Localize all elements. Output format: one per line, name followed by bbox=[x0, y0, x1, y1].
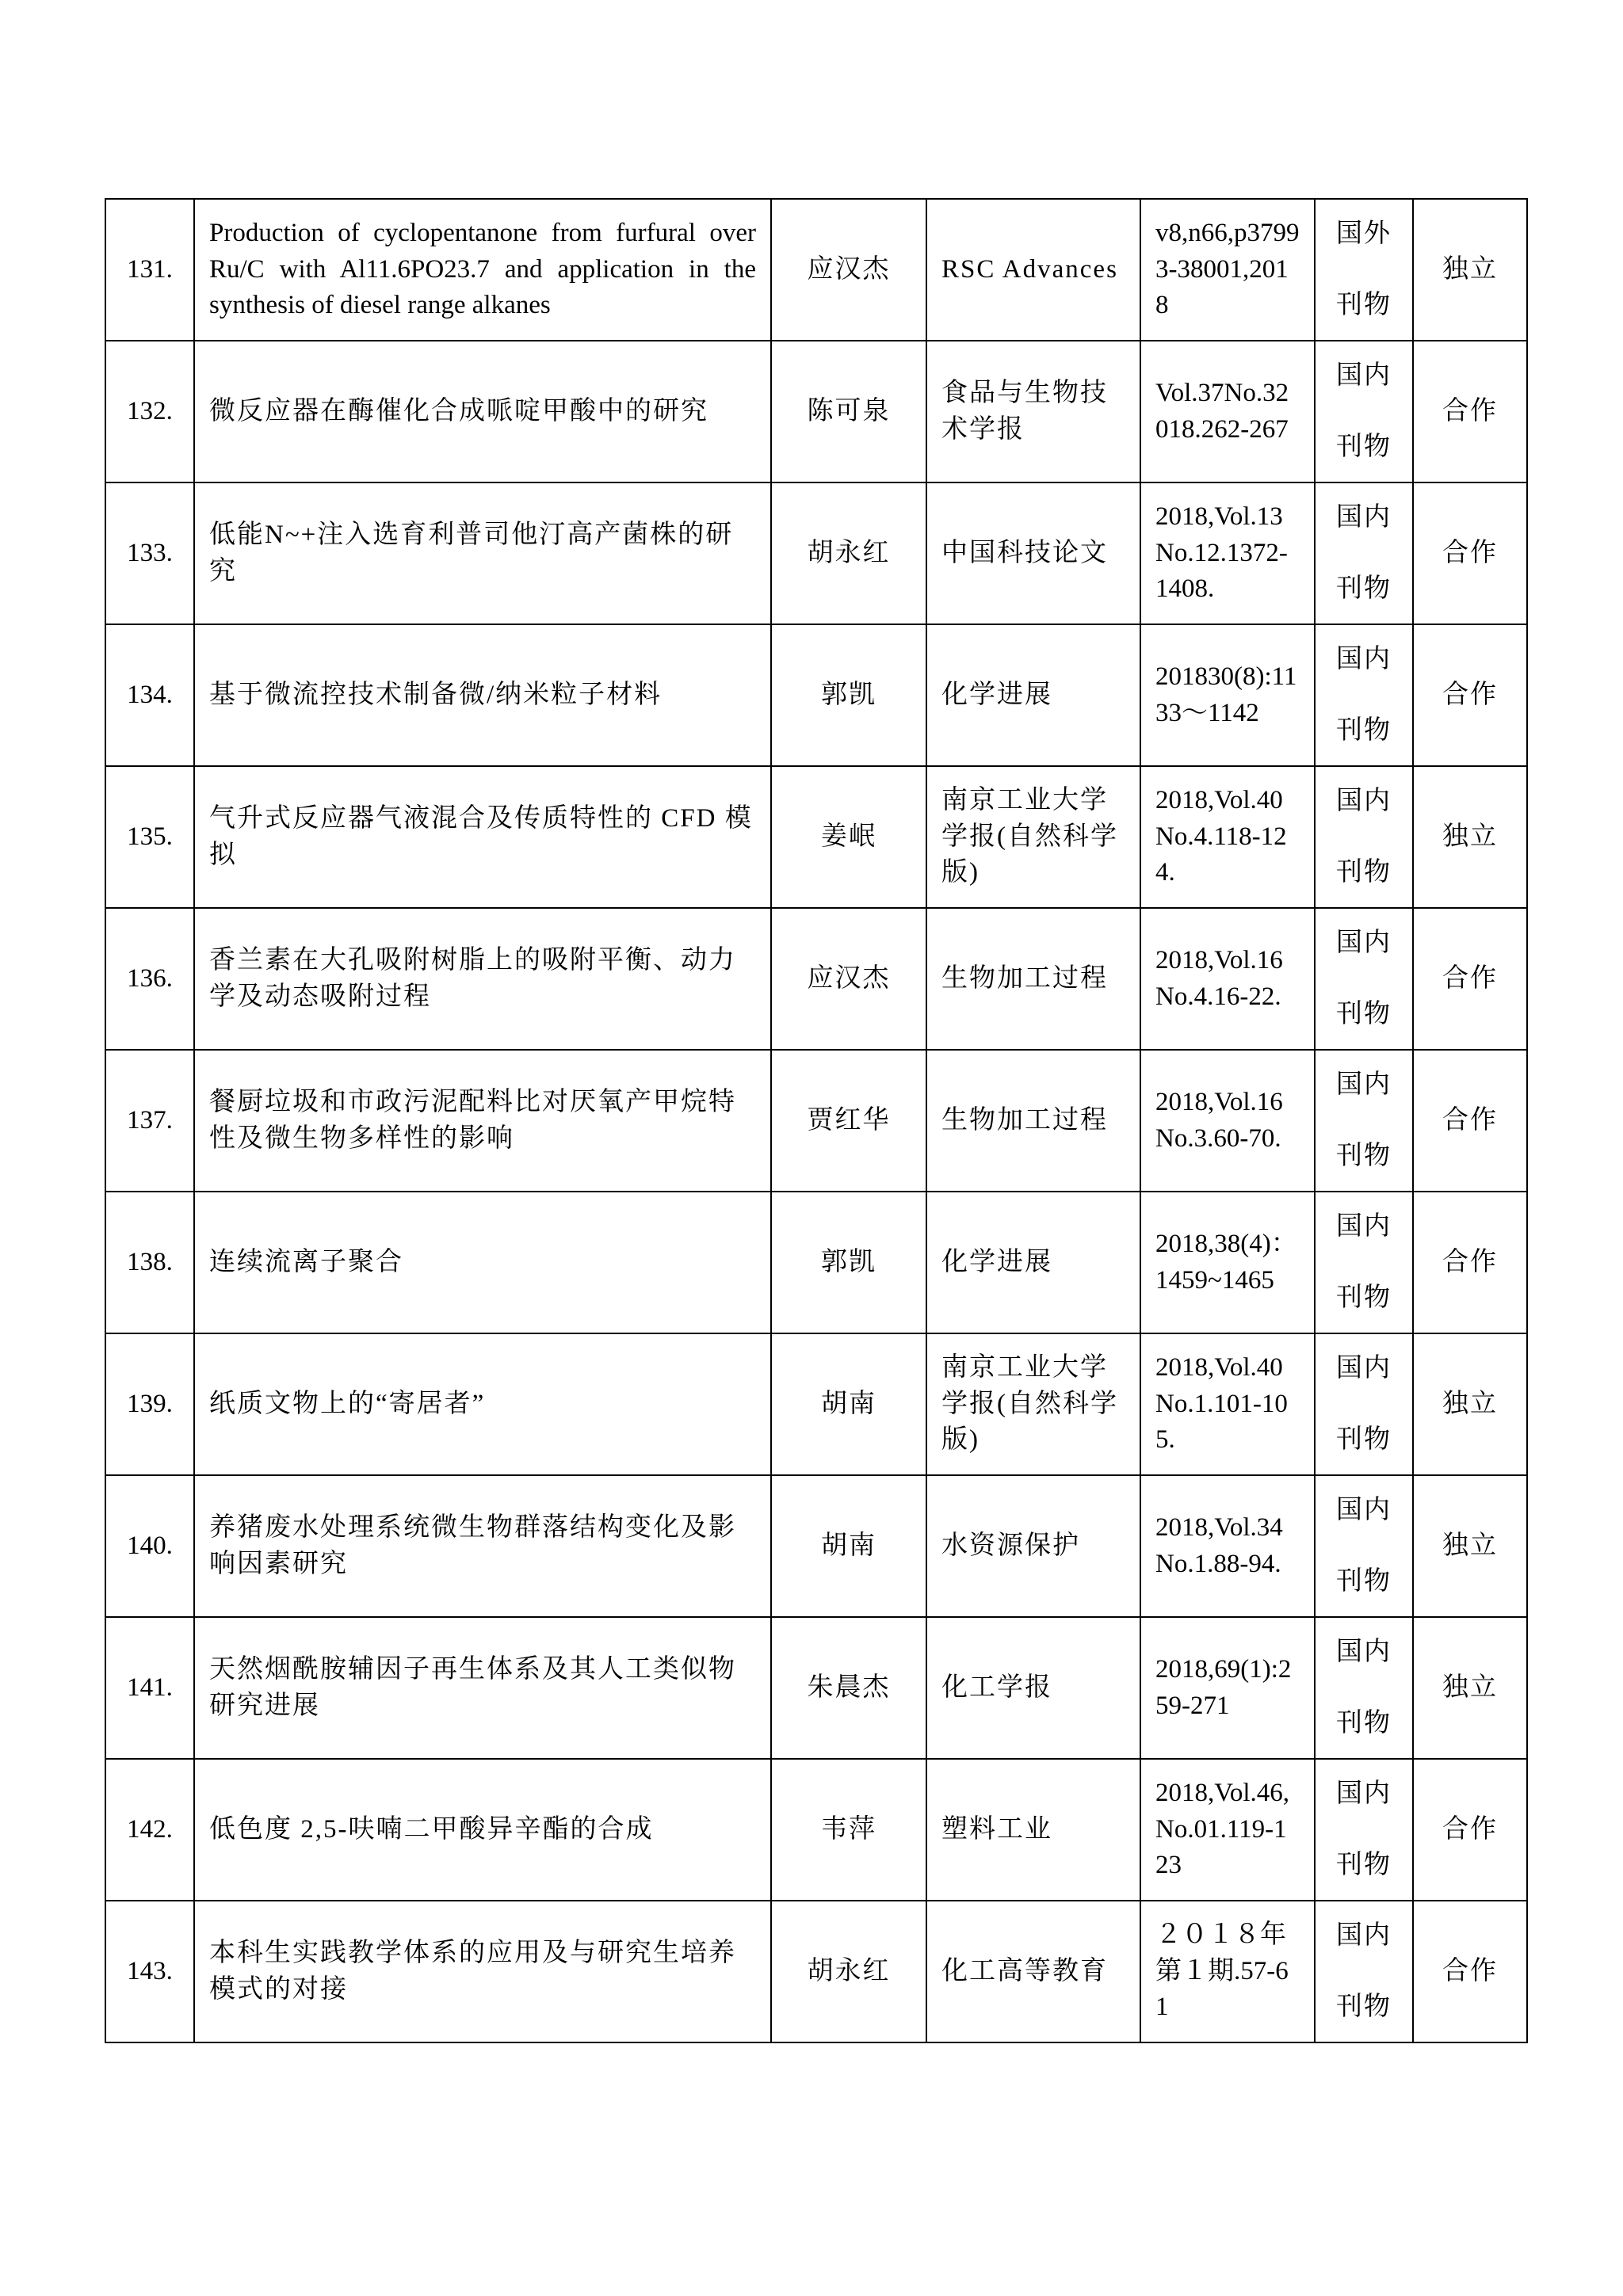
authorship-mode-cell: 独立 bbox=[1413, 1333, 1527, 1475]
journal-cell: 化学进展 bbox=[926, 624, 1140, 766]
category-type-label: 刊物 bbox=[1336, 1992, 1392, 2021]
journal-cell: 化工高等教育 bbox=[926, 1901, 1140, 2042]
table-row bbox=[105, 624, 1527, 766]
publication-table-body bbox=[105, 199, 1527, 2042]
authorship-mode-cell: 独立 bbox=[1413, 766, 1527, 908]
journal-category-cell bbox=[1315, 908, 1413, 1050]
paper-title: 低能N~+注入选育利普司他汀高产菌株的研究 bbox=[209, 520, 734, 585]
paper-title: 气升式反应器气液混合及传质特性的 CFD 模拟 bbox=[209, 803, 753, 869]
category-type-label: 刊物 bbox=[1336, 1283, 1392, 1312]
category-type-label: 刊物 bbox=[1336, 1850, 1392, 1879]
category-type-label: 刊物 bbox=[1336, 432, 1392, 461]
journal-category-cell bbox=[1315, 199, 1413, 341]
volume-pages-cell: 2018,Vol.46,No.01.119-123 bbox=[1140, 1759, 1315, 1901]
authorship-mode-cell: 合作 bbox=[1413, 1192, 1527, 1333]
category-type-label: 刊物 bbox=[1336, 715, 1392, 745]
journal-cell: 塑料工业 bbox=[926, 1759, 1140, 1901]
row-number-cell: 141. bbox=[105, 1617, 194, 1759]
paper-title: 本科生实践教学体系的应用及与研究生培养模式的对接 bbox=[209, 1938, 736, 2004]
paper-title-cell bbox=[194, 908, 771, 1050]
paper-title-cell bbox=[194, 1901, 771, 2042]
author-cell: 韦萍 bbox=[771, 1759, 926, 1901]
row-number-cell: 133. bbox=[105, 482, 194, 624]
paper-title-cell bbox=[194, 1192, 771, 1333]
volume-pages-cell: 2018,Vol.34No.1.88-94. bbox=[1140, 1475, 1315, 1617]
journal-cell: 生物加工过程 bbox=[926, 908, 1140, 1050]
journal-category-cell bbox=[1315, 1617, 1413, 1759]
category-region-label: 国内 bbox=[1336, 1353, 1392, 1383]
category-type-label: 刊物 bbox=[1336, 574, 1392, 603]
journal-cell: 南京工业大学学报(自然科学版) bbox=[926, 1333, 1140, 1475]
table-row bbox=[105, 1475, 1527, 1617]
row-number-cell: 140. bbox=[105, 1475, 194, 1617]
category-type-label: 刊物 bbox=[1336, 1566, 1392, 1596]
journal-category-cell bbox=[1315, 1901, 1413, 2042]
author-cell: 郭凯 bbox=[771, 624, 926, 766]
paper-title-cell bbox=[194, 624, 771, 766]
category-region-label: 国内 bbox=[1336, 786, 1392, 815]
paper-title-cell bbox=[194, 1759, 771, 1901]
volume-pages-cell: 2018,Vol.16No.4.16-22. bbox=[1140, 908, 1315, 1050]
authorship-mode-cell: 合作 bbox=[1413, 482, 1527, 624]
table-row bbox=[105, 1617, 1527, 1759]
publication-table bbox=[105, 198, 1528, 2043]
paper-title: 微反应器在酶催化合成哌啶甲酸中的研究 bbox=[209, 396, 708, 425]
journal-cell: 化学进展 bbox=[926, 1192, 1140, 1333]
journal-cell: 生物加工过程 bbox=[926, 1050, 1140, 1192]
paper-title-cell bbox=[194, 766, 771, 908]
table-row bbox=[105, 766, 1527, 908]
authorship-mode-cell: 独立 bbox=[1413, 1475, 1527, 1617]
authorship-mode-cell: 合作 bbox=[1413, 624, 1527, 766]
paper-title-cell bbox=[194, 1617, 771, 1759]
category-type-label: 刊物 bbox=[1336, 857, 1392, 887]
table-row bbox=[105, 1901, 1527, 2042]
authorship-mode-cell: 合作 bbox=[1413, 908, 1527, 1050]
paper-title: 养猪废水处理系统微生物群落结构变化及影响因素研究 bbox=[209, 1512, 736, 1578]
paper-title-cell bbox=[194, 482, 771, 624]
volume-pages-cell: 2018,Vol.40No.4.118-124. bbox=[1140, 766, 1315, 908]
category-region-label: 国内 bbox=[1336, 644, 1392, 673]
volume-pages-cell: v8,n66,p37993-38001,2018 bbox=[1140, 199, 1315, 341]
journal-category-cell bbox=[1315, 1759, 1413, 1901]
table-row bbox=[105, 1759, 1527, 1901]
authorship-mode-cell: 独立 bbox=[1413, 199, 1527, 341]
category-type-label: 刊物 bbox=[1336, 1708, 1392, 1737]
author-cell: 胡南 bbox=[771, 1475, 926, 1617]
journal-category-cell bbox=[1315, 482, 1413, 624]
author-cell: 应汉杰 bbox=[771, 199, 926, 341]
row-number-cell: 139. bbox=[105, 1333, 194, 1475]
journal-cell: 化工学报 bbox=[926, 1617, 1140, 1759]
row-number-cell: 131. bbox=[105, 199, 194, 341]
journal-category-cell bbox=[1315, 1333, 1413, 1475]
volume-pages-cell: 2018,Vol.40No.1.101-105. bbox=[1140, 1333, 1315, 1475]
author-cell: 胡永红 bbox=[771, 482, 926, 624]
paper-title-cell bbox=[194, 1050, 771, 1192]
table-row bbox=[105, 908, 1527, 1050]
category-region-label: 国内 bbox=[1336, 928, 1392, 957]
paper-title-cell bbox=[194, 1475, 771, 1617]
journal-cell: 南京工业大学学报(自然科学版) bbox=[926, 766, 1140, 908]
journal-category-cell bbox=[1315, 1050, 1413, 1192]
author-cell: 贾红华 bbox=[771, 1050, 926, 1192]
category-region-label: 国内 bbox=[1336, 1211, 1392, 1241]
journal-category-cell bbox=[1315, 766, 1413, 908]
paper-title-cell bbox=[194, 1333, 771, 1475]
authorship-mode-cell: 合作 bbox=[1413, 1050, 1527, 1192]
category-type-label: 刊物 bbox=[1336, 1141, 1392, 1170]
volume-pages-cell: 2018,Vol.16No.3.60-70. bbox=[1140, 1050, 1315, 1192]
row-number-cell: 134. bbox=[105, 624, 194, 766]
paper-title: Production of cyclopentanone from furfural over Ru/C with Al11.6PO23.7 and application in the synthesis of diesel range alkanes bbox=[209, 219, 756, 320]
table-row bbox=[105, 482, 1527, 624]
row-number-cell: 132. bbox=[105, 341, 194, 482]
journal-category-cell bbox=[1315, 1192, 1413, 1333]
paper-title-cell bbox=[194, 199, 771, 341]
journal-cell: RSC Advances bbox=[926, 199, 1140, 341]
row-number-cell: 142. bbox=[105, 1759, 194, 1901]
volume-pages-cell: 2018,69(1):259-271 bbox=[1140, 1617, 1315, 1759]
table-row bbox=[105, 1333, 1527, 1475]
author-cell: 姜岷 bbox=[771, 766, 926, 908]
category-region-label: 国内 bbox=[1336, 1779, 1392, 1808]
author-cell: 应汉杰 bbox=[771, 908, 926, 1050]
journal-cell: 中国科技论文 bbox=[926, 482, 1140, 624]
paper-title: 连续流离子聚合 bbox=[209, 1247, 403, 1276]
category-region-label: 国内 bbox=[1336, 1637, 1392, 1666]
paper-title: 餐厨垃圾和市政污泥配料比对厌氧产甲烷特性及微生物多样性的影响 bbox=[209, 1087, 736, 1153]
author-cell: 胡永红 bbox=[771, 1901, 926, 2042]
category-region-label: 国内 bbox=[1336, 502, 1392, 532]
journal-cell: 食品与生物技术学报 bbox=[926, 341, 1140, 482]
authorship-mode-cell: 合作 bbox=[1413, 1759, 1527, 1901]
journal-category-cell bbox=[1315, 1475, 1413, 1617]
paper-title-cell bbox=[194, 341, 771, 482]
volume-pages-cell: ２０１８年第１期.57-61 bbox=[1140, 1901, 1315, 2042]
paper-title: 天然烟酰胺辅因子再生体系及其人工类似物研究进展 bbox=[209, 1654, 736, 1720]
journal-category-cell bbox=[1315, 341, 1413, 482]
authorship-mode-cell: 合作 bbox=[1413, 1901, 1527, 2042]
category-region-label: 国外 bbox=[1336, 219, 1392, 248]
volume-pages-cell: 2018,Vol.13No.12.1372-1408. bbox=[1140, 482, 1315, 624]
table-row bbox=[105, 1192, 1527, 1333]
category-type-label: 刊物 bbox=[1336, 1425, 1392, 1454]
category-type-label: 刊物 bbox=[1336, 999, 1392, 1028]
paper-title: 低色度 2,5-呋喃二甲酸异辛酯的合成 bbox=[209, 1814, 654, 1844]
table-row bbox=[105, 199, 1527, 341]
author-cell: 胡南 bbox=[771, 1333, 926, 1475]
paper-title: 纸质文物上的“寄居者” bbox=[209, 1389, 486, 1418]
category-type-label: 刊物 bbox=[1336, 290, 1392, 319]
row-number-cell: 138. bbox=[105, 1192, 194, 1333]
paper-title: 香兰素在大孔吸附树脂上的吸附平衡、动力学及动态吸附过程 bbox=[209, 945, 736, 1011]
volume-pages-cell: 2018,38(4)：1459~1465 bbox=[1140, 1192, 1315, 1333]
category-region-label: 国内 bbox=[1336, 360, 1392, 390]
journal-cell: 水资源保护 bbox=[926, 1475, 1140, 1617]
category-region-label: 国内 bbox=[1336, 1070, 1392, 1099]
volume-pages-cell: 201830(8):1133～1142 bbox=[1140, 624, 1315, 766]
author-cell: 陈可泉 bbox=[771, 341, 926, 482]
volume-pages-cell: Vol.37No.32018.262-267 bbox=[1140, 341, 1315, 482]
category-region-label: 国内 bbox=[1336, 1495, 1392, 1524]
row-number-cell: 135. bbox=[105, 766, 194, 908]
paper-title: 基于微流控技术制备微/纳米粒子材料 bbox=[209, 680, 663, 709]
journal-category-cell bbox=[1315, 624, 1413, 766]
row-number-cell: 137. bbox=[105, 1050, 194, 1192]
row-number-cell: 143. bbox=[105, 1901, 194, 2042]
author-cell: 朱晨杰 bbox=[771, 1617, 926, 1759]
authorship-mode-cell: 合作 bbox=[1413, 341, 1527, 482]
table-row bbox=[105, 1050, 1527, 1192]
authorship-mode-cell: 独立 bbox=[1413, 1617, 1527, 1759]
author-cell: 郭凯 bbox=[771, 1192, 926, 1333]
row-number-cell: 136. bbox=[105, 908, 194, 1050]
category-region-label: 国内 bbox=[1336, 1920, 1392, 1950]
table-row bbox=[105, 341, 1527, 482]
